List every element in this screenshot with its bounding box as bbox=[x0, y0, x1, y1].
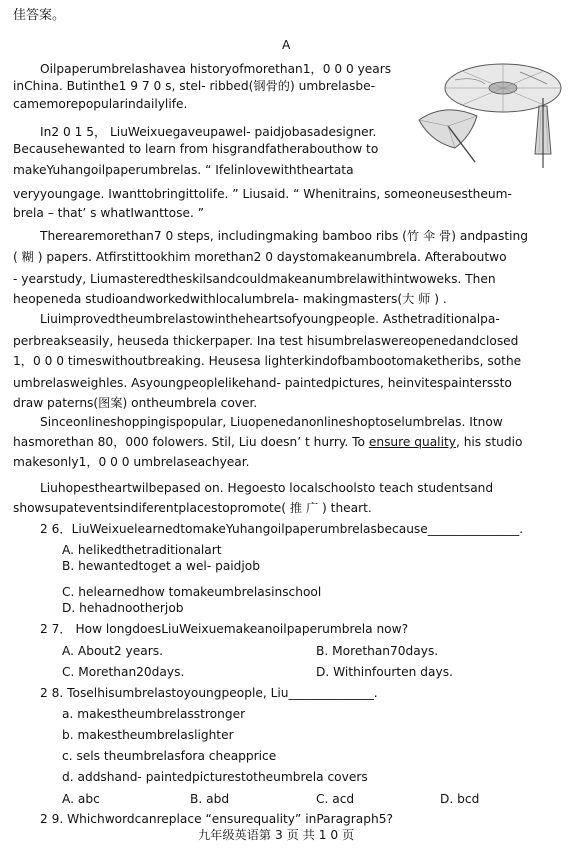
option-27-b: B. Morethan70days. bbox=[316, 644, 439, 658]
tilted-umbrella-icon bbox=[419, 110, 477, 162]
passage-line: In2 0 1 5， LiuWeixuegaveupawel- paidjobasadesigner. bbox=[40, 125, 377, 139]
passage-line bbox=[13, 435, 522, 450]
passage-line: brela – that’ s whatIwanttose. ” bbox=[13, 206, 205, 220]
closed-umbrella-icon bbox=[535, 98, 551, 168]
passage-line: Therearemorethan7 0 steps, includingmaking bamboo ribs (竹 伞 骨) andpasting bbox=[40, 229, 528, 243]
passage-line: camemorepopularindailylife. bbox=[13, 97, 188, 111]
passage-line: Liuhopestheartwilbepased on. Hegoesto localschoolsto teach studentsand bbox=[40, 481, 494, 495]
passage-line: veryyoungage. Iwanttobringittolife. ” Liusaid. “ Whenitrains, someoneusestheum- bbox=[13, 187, 512, 201]
page-footer: 九年级英语第 3 页 共 1 0 页 bbox=[198, 828, 355, 842]
passage-line: perbreakseasily, heuseda thickerpaper. Ina test hisumbrelaswereopenedandclosed bbox=[13, 334, 519, 348]
passage-line: inChina. Butinthe1 9 7 0 s, stel- ribbed(钢骨的) umbrelasbe- bbox=[13, 79, 376, 93]
passage-line: Sinceonlineshoppingispopular, Liuopenedanonlineshoptoselumbrelas. Itnow bbox=[40, 415, 503, 429]
option-27-a: A. About2 years. bbox=[62, 644, 163, 658]
header-text: 佳答案。 bbox=[13, 8, 66, 23]
passage-line: heopeneda studioandworkedwithlocalumbrela- makingmasters(大 师 ) . bbox=[13, 292, 447, 306]
oil-paper-umbrellas-illustration bbox=[415, 50, 563, 170]
passage-line: makesonly1，0 0 0 umbrelaseachyear. bbox=[13, 455, 250, 469]
question-26-stem: 2 6．LiuWeixuelearnedtomakeYuhangoilpaperumbrelasbecause_______________. bbox=[40, 522, 524, 536]
passage-line: draw paterns(图案) ontheumbrela cover. bbox=[13, 396, 258, 410]
option-26-c: C. helearnedhow tomakeumbrelasinschool bbox=[62, 585, 322, 599]
option-28-d: D. bcd bbox=[440, 792, 480, 806]
statement-28-b: b. makestheumbrelaslighter bbox=[62, 728, 234, 742]
passage-text: hasmorethan 80，000 folowers. Stil, Liu doesn’ t hurry. To bbox=[13, 435, 369, 449]
option-26-a: A. helikedthetraditionalart bbox=[62, 543, 222, 557]
option-28-a: A. abc bbox=[62, 792, 100, 806]
question-28-stem: 2 8. Toselhisumbrelastoyoungpeople, Liu______________. bbox=[40, 686, 378, 700]
statement-28-a: a. makestheumbrelasstronger bbox=[62, 707, 246, 721]
option-27-d: D. Withinfourten days. bbox=[316, 665, 453, 679]
statement-28-c: c. sels theumbrelasfora cheapprice bbox=[62, 749, 277, 763]
passage-line: Oilpaperumbrelashavea historyofmorethan1，0 0 0 years bbox=[40, 62, 392, 76]
question-29-stem: 2 9. Whichwordcanreplace “ensurequality” inParagraph5? bbox=[40, 812, 393, 826]
passage-line: ( 糊 ) papers. Atfirstittookhim morethan2 0 daystomakeanumbrela. Afteraboutwo bbox=[13, 250, 507, 264]
option-26-d: D. hehadnootherjob bbox=[62, 601, 184, 615]
section-label: A bbox=[282, 38, 291, 52]
passage-line: 1，0 0 0 timeswithoutbreaking. Heusesa lighterkindofbambootomaketheribs, sothe bbox=[13, 354, 522, 368]
passage-line: umbrelasweighles. Asyoungpeoplelikehand- paintedpictures, heinvitespainterssto bbox=[13, 376, 512, 390]
question-27-stem: 2 7． How longdoesLiuWeixuemakeanoilpaperumbrela now? bbox=[40, 622, 409, 636]
statement-28-d: d. addshand- paintedpicturestotheumbrela covers bbox=[62, 770, 368, 784]
passage-line: makeYuhangoilpaperumbrelas. “ Ifelinlovewiththeartata bbox=[13, 163, 354, 177]
passage-line: Liuimprovedtheumbrelastowintheheartsofyoungpeople. Asthetraditionalpa- bbox=[40, 312, 500, 326]
option-28-b: B. abd bbox=[190, 792, 230, 806]
passage-line: showsupateventsindiferentplacestopromote( 推 广 ) theart. bbox=[13, 501, 372, 515]
passage-text: , his studio bbox=[455, 435, 523, 449]
passage-line: Becausehewanted to learn from hisgrandfatherabouthow to bbox=[13, 142, 379, 156]
option-26-b: B. hewantedtoget a wel- paidjob bbox=[62, 559, 260, 573]
option-27-c: C. Morethan20days. bbox=[62, 665, 185, 679]
underlined-phrase: ensure quality bbox=[368, 435, 456, 449]
passage-line: - yearstudy, Liumasteredtheskilsandcouldmakeanumbrelawithintwoweks. Then bbox=[13, 272, 496, 286]
option-28-c: C. acd bbox=[316, 792, 355, 806]
